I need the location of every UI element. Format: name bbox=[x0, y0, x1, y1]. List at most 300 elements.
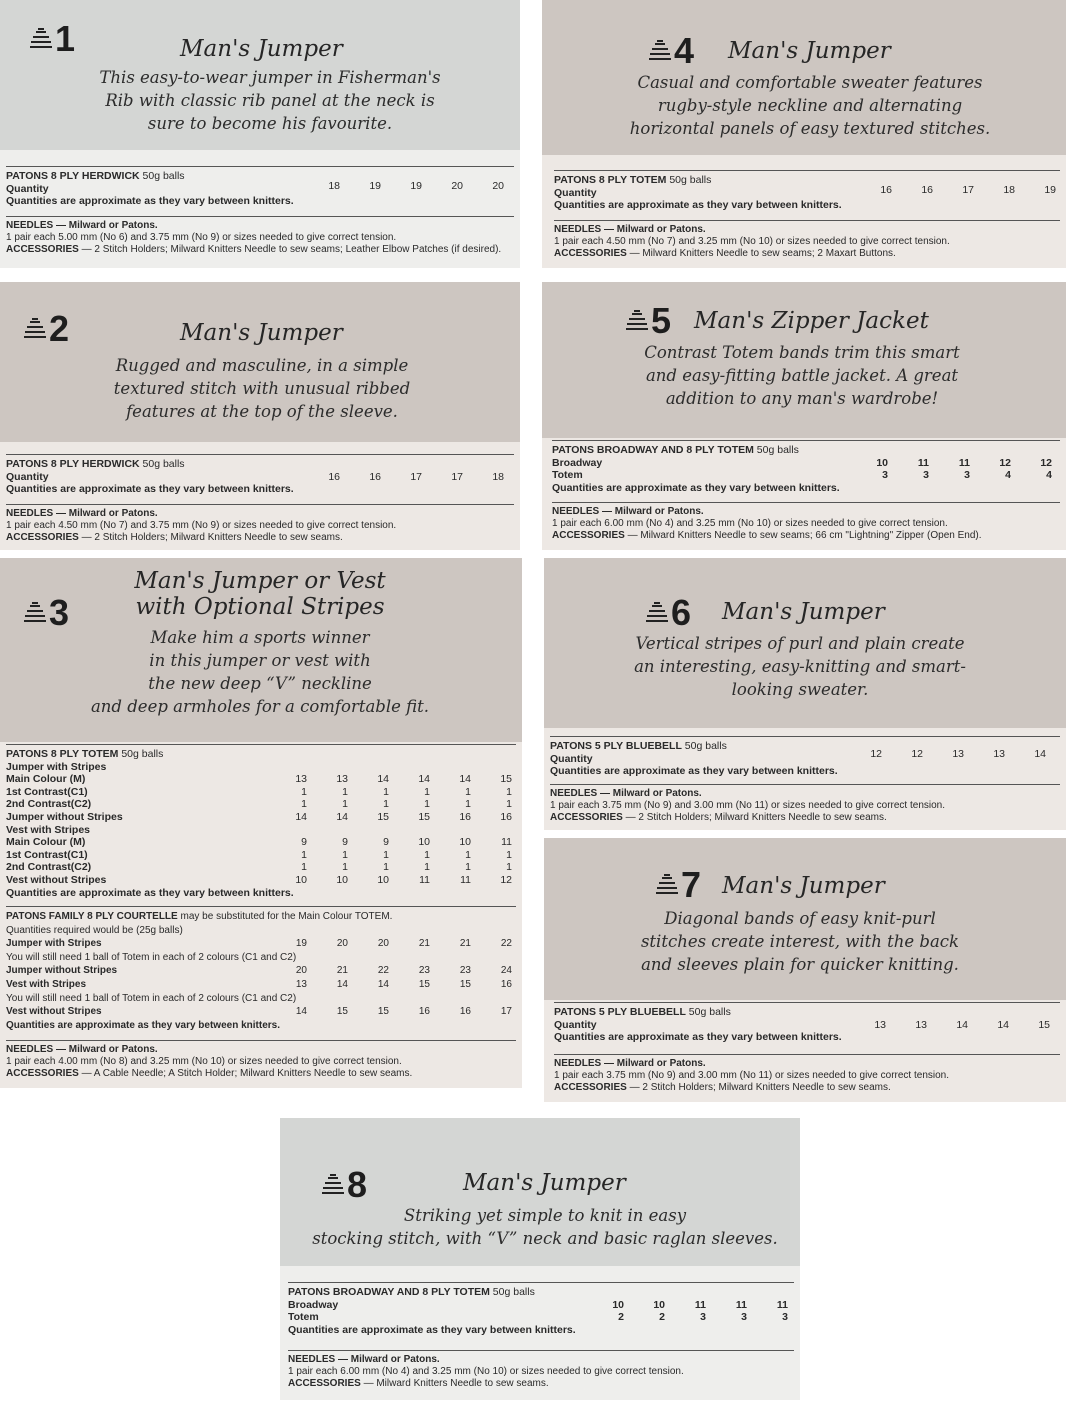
qty: 1 bbox=[465, 848, 471, 861]
qty: 11 bbox=[460, 873, 471, 886]
qty: 11 bbox=[501, 836, 512, 849]
needles-text: 1 pair each 6.00 mm (No 4) and 3.25 mm (No 10) or sizes needed to give correct tension. bbox=[552, 518, 948, 529]
desc-line: and sleeves plain for quicker knitting. bbox=[641, 955, 959, 974]
needles-label: NEEDLES — Milward or Patons. bbox=[6, 508, 158, 519]
needles-section bbox=[552, 502, 1060, 542]
qty: 15 bbox=[336, 1006, 348, 1018]
qty: 14 bbox=[295, 810, 307, 823]
desc-line: addition to any man's wardrobe! bbox=[665, 389, 939, 408]
qty: 10 bbox=[876, 456, 888, 469]
qty: 12 bbox=[999, 456, 1011, 469]
quantity-row bbox=[6, 179, 514, 196]
yarn-skein-icon bbox=[28, 27, 54, 51]
pattern-number: 2 bbox=[49, 308, 69, 349]
approx-note: Quantities are approximate as they vary between knitters. bbox=[6, 195, 294, 207]
qty: 10 bbox=[612, 1298, 624, 1311]
qty: 14 bbox=[459, 773, 471, 786]
qty: 16 bbox=[500, 810, 512, 823]
pattern-card-3 bbox=[0, 558, 522, 1088]
qty: 14 bbox=[956, 1018, 968, 1031]
quantity-row bbox=[552, 469, 1060, 482]
qty: 15 bbox=[500, 773, 512, 786]
row-label: Vest without Stripes bbox=[6, 1006, 102, 1018]
approx-note: Quantities are approximate as they vary between knitters. bbox=[6, 886, 294, 899]
qty: 20 bbox=[492, 179, 504, 192]
qty: 14 bbox=[1034, 747, 1046, 760]
qty: 12 bbox=[911, 747, 923, 760]
desc-line: Vertical stripes of purl and plain create bbox=[635, 634, 965, 653]
yarn-brand: PATONS 5 PLY BLUEBELL bbox=[554, 1006, 686, 1018]
row-label: Jumper without Stripes bbox=[6, 810, 123, 823]
pattern-description bbox=[60, 354, 464, 423]
yarn-unit: 50g balls bbox=[142, 170, 185, 182]
quantity-values bbox=[583, 1311, 788, 1324]
needles-text: 1 pair each 3.75 mm (No 9) and 3.00 mm (No 11) or sizes needed to give correct tension. bbox=[550, 800, 946, 811]
skill-badge bbox=[654, 864, 700, 906]
yarn-unit: 50g balls bbox=[142, 458, 185, 470]
row-label: Vest with Stripes bbox=[6, 978, 87, 990]
pattern-title: Man's Jumper bbox=[722, 599, 885, 625]
qty: 16 bbox=[500, 978, 512, 990]
qty: 15 bbox=[1038, 1018, 1050, 1031]
row-label: Quantity bbox=[6, 182, 49, 195]
qty: 14 bbox=[997, 1018, 1009, 1031]
qty: 13 bbox=[952, 747, 964, 760]
pattern-card-2 bbox=[0, 282, 520, 550]
needles-text: 1 pair each 4.00 mm (No 8) and 3.25 mm (No 10) or sizes needed to give correct tension. bbox=[6, 1056, 402, 1067]
qty: 1 bbox=[424, 861, 430, 874]
qty: 1 bbox=[301, 785, 307, 798]
qty: 12 bbox=[1040, 456, 1052, 469]
qty: 4 bbox=[1005, 469, 1011, 481]
pattern-title: Man's Jumper bbox=[180, 36, 343, 62]
yarn-unit: 50g balls bbox=[492, 1286, 535, 1298]
qty: 18 bbox=[492, 470, 504, 483]
pattern-title: Man's Jumper bbox=[180, 320, 343, 346]
row-label: 1st Contrast(C1) bbox=[6, 785, 88, 798]
yarn-skein-icon bbox=[22, 601, 48, 625]
yarn-section bbox=[6, 166, 514, 208]
qty: 3 bbox=[964, 469, 970, 481]
qty: 1 bbox=[465, 785, 471, 798]
qty: 18 bbox=[1003, 183, 1015, 196]
qty: 11 bbox=[958, 456, 970, 469]
qty: 1 bbox=[383, 861, 389, 874]
quantity-values bbox=[266, 1005, 512, 1019]
desc-line: textured stitch with unusual ribbed bbox=[113, 379, 411, 398]
row-label: Vest without Stripes bbox=[6, 873, 107, 886]
qty: 4 bbox=[1046, 469, 1052, 481]
accessories-text: — 2 Stitch Holders; Milward Knitters Needle to sew seams; Leather Elbow Patches (if desired). bbox=[81, 244, 502, 255]
approx-note: Quantities are approximate as they vary between knitters. bbox=[554, 199, 842, 211]
qty: 16 bbox=[880, 183, 892, 196]
qty: 1 bbox=[342, 785, 348, 798]
qty: 11 bbox=[917, 456, 929, 469]
qty: 1 bbox=[424, 798, 430, 811]
needles-text: 1 pair each 4.50 mm (No 7) and 3.75 mm (No 9) or sizes needed to give correct tension. bbox=[6, 520, 397, 531]
quantity-row bbox=[6, 992, 516, 1006]
accessories-label: ACCESSORIES bbox=[554, 248, 627, 259]
yarn-skein-icon bbox=[624, 309, 650, 333]
quantity-row bbox=[554, 1019, 1060, 1032]
pattern-title: Man's Jumper bbox=[463, 1170, 626, 1196]
qty: 13 bbox=[915, 1018, 927, 1031]
qty: 1 bbox=[465, 798, 471, 811]
needles-label: NEEDLES — Milward or Patons. bbox=[288, 1354, 440, 1365]
qty: 10 bbox=[653, 1298, 665, 1311]
qty: 17 bbox=[962, 183, 974, 196]
desc-line: the new deep “V” neckline bbox=[148, 674, 372, 693]
title-line: Man's Jumper or Vest bbox=[134, 568, 386, 594]
qty: 13 bbox=[295, 978, 307, 990]
substitute-text: may be substituted for the Main Colour TOTEM. bbox=[180, 911, 393, 922]
desc-line: and easy-fitting battle jacket. A great bbox=[645, 366, 959, 385]
approx-note: Quantities are approximate as they vary between knitters. bbox=[288, 1323, 576, 1336]
qty: 1 bbox=[383, 798, 389, 811]
quantity-row bbox=[6, 471, 514, 484]
quantity-values bbox=[299, 471, 504, 484]
needles-text: 1 pair each 6.00 mm (No 4) and 3.25 mm (No 10) or sizes needed to give correct tension. bbox=[288, 1366, 684, 1377]
pattern-description bbox=[600, 632, 1000, 701]
desc-line: stitches create interest, with the back bbox=[640, 932, 960, 951]
qty: 14 bbox=[336, 978, 348, 990]
qty: 12 bbox=[870, 747, 882, 760]
pattern-number: 4 bbox=[674, 30, 694, 71]
qty: 16 bbox=[459, 810, 471, 823]
pattern-card-8 bbox=[280, 1118, 800, 1400]
qty: 10 bbox=[336, 873, 348, 886]
accessories-label: ACCESSORIES bbox=[6, 532, 79, 543]
yarn-skein-icon bbox=[644, 601, 670, 625]
qty: 10 bbox=[377, 873, 389, 886]
row-label: Broadway bbox=[288, 1298, 339, 1311]
quantity-row bbox=[6, 786, 516, 799]
yarn-unit: 50g balls bbox=[684, 740, 727, 752]
qty: 14 bbox=[336, 810, 348, 823]
pattern-number: 5 bbox=[651, 300, 671, 341]
accessories-label: ACCESSORIES bbox=[6, 244, 79, 255]
quantity-values bbox=[266, 874, 512, 887]
yarn-section bbox=[6, 744, 516, 899]
needles-label: NEEDLES — Milward or Patons. bbox=[552, 506, 704, 517]
accessories-text: — A Cable Needle; A Stitch Holder; Milward Knitters Needle to sew seams. bbox=[81, 1068, 413, 1079]
needles-section bbox=[6, 504, 514, 544]
qty: 1 bbox=[301, 861, 307, 874]
qty: 13 bbox=[295, 773, 307, 786]
row-label: Totem bbox=[552, 469, 583, 481]
accessories-text: — Milward Knitters Needle to sew seams. bbox=[363, 1378, 549, 1389]
desc-line: Casual and comfortable sweater features bbox=[637, 73, 983, 92]
qty: 1 bbox=[424, 785, 430, 798]
quantity-row bbox=[6, 874, 516, 887]
pattern-description bbox=[60, 66, 480, 135]
needles-section bbox=[554, 1054, 1060, 1094]
qty: 11 bbox=[694, 1298, 706, 1311]
quantity-row bbox=[6, 849, 516, 862]
approx-note: Quantities are approximate as they vary between knitters. bbox=[554, 1031, 842, 1043]
qty: 20 bbox=[295, 965, 307, 977]
pattern-title: Man's Jumper bbox=[722, 873, 885, 899]
qty: 18 bbox=[328, 179, 340, 192]
qty: 1 bbox=[342, 848, 348, 861]
yarn-brand: PATONS 5 PLY BLUEBELL bbox=[550, 740, 682, 752]
yarn-skein-icon bbox=[22, 317, 48, 341]
desc-line: Rib with classic rib panel at the neck is bbox=[105, 91, 435, 110]
qty: 1 bbox=[301, 848, 307, 861]
pattern-title bbox=[130, 568, 390, 620]
yarn-unit: 50g balls bbox=[756, 444, 799, 456]
quantity-row bbox=[554, 183, 1060, 200]
qty: 23 bbox=[459, 965, 471, 977]
yarn-brand: PATONS BROADWAY AND 8 PLY TOTEM bbox=[288, 1286, 490, 1298]
qty: 1 bbox=[424, 848, 430, 861]
desc-line: rugby-style neckline and alternating bbox=[657, 96, 963, 115]
quantity-values bbox=[266, 849, 512, 862]
approx-note: Quantities are approximate as they vary between knitters. bbox=[6, 1019, 280, 1031]
qty: 1 bbox=[506, 785, 512, 798]
qty: 13 bbox=[336, 773, 348, 786]
quantity-row bbox=[6, 951, 516, 965]
quantity-row bbox=[6, 937, 516, 951]
accessories-label: ACCESSORIES bbox=[288, 1378, 361, 1389]
pattern-description bbox=[592, 341, 1012, 410]
row-label: You will still need 1 ball of Totem in each of 2 colours (C1 and C2) bbox=[6, 992, 297, 1004]
accessories-label: ACCESSORIES bbox=[554, 1082, 627, 1093]
qty: 14 bbox=[377, 978, 389, 990]
approx-note: Quantities are approximate as they vary between knitters. bbox=[550, 765, 838, 777]
qty: 21 bbox=[336, 965, 348, 977]
qty: 10 bbox=[295, 873, 307, 886]
qty: 3 bbox=[700, 1311, 706, 1323]
qty: 1 bbox=[383, 785, 389, 798]
qty: 20 bbox=[451, 179, 463, 192]
desc-line: Contrast Totem bands trim this smart bbox=[644, 343, 960, 362]
desc-line: horizontal panels of easy textured stitches. bbox=[629, 119, 991, 138]
needles-text: 1 pair each 5.00 mm (No 6) and 3.75 mm (No 9) or sizes needed to give correct tension. bbox=[6, 232, 397, 243]
qty: 9 bbox=[301, 836, 307, 849]
qty: 19 bbox=[295, 938, 307, 950]
skill-badge bbox=[647, 30, 693, 72]
qty: 1 bbox=[465, 861, 471, 874]
skill-badge bbox=[320, 1164, 366, 1206]
pattern-description bbox=[300, 1204, 790, 1250]
quantity-row bbox=[6, 798, 516, 811]
approx-note: Quantities are approximate as they vary between knitters. bbox=[552, 481, 840, 494]
qty: 15 bbox=[377, 1006, 389, 1018]
yarn-section bbox=[552, 440, 1060, 494]
row-label: Main Colour (M) bbox=[6, 773, 86, 786]
quantity-values bbox=[266, 836, 512, 849]
row-label: Jumper without Stripes bbox=[6, 965, 118, 977]
yarn-brand: PATONS BROADWAY AND 8 PLY TOTEM bbox=[552, 444, 754, 456]
quantity-values bbox=[266, 811, 512, 824]
qty: 14 bbox=[377, 773, 389, 786]
quantity-row bbox=[6, 861, 516, 874]
pattern-number: 6 bbox=[671, 592, 691, 633]
qty: 21 bbox=[459, 938, 471, 950]
desc-line: looking sweater. bbox=[731, 680, 869, 699]
qty: 20 bbox=[377, 938, 389, 950]
qty: 1 bbox=[342, 798, 348, 811]
qty: 22 bbox=[377, 965, 389, 977]
qty: 14 bbox=[418, 773, 430, 786]
yarn-section bbox=[288, 1282, 794, 1336]
row-label: Totem bbox=[288, 1311, 319, 1323]
desc-line: Striking yet simple to knit in easy bbox=[403, 1206, 687, 1225]
yarn-skein-icon bbox=[320, 1173, 346, 1197]
desc-line: Make him a sports winner bbox=[150, 628, 370, 647]
yarn-brand: PATONS 8 PLY HERDWICK bbox=[6, 170, 140, 182]
qty: 3 bbox=[882, 469, 888, 481]
title-line: with Optional Stripes bbox=[135, 594, 385, 620]
quantity-values bbox=[266, 978, 512, 992]
quantity-values bbox=[583, 1299, 788, 1312]
qty: 9 bbox=[342, 836, 348, 849]
desc-line: Diagonal bands of easy knit-purl bbox=[664, 909, 936, 928]
pattern-number: 7 bbox=[681, 864, 701, 905]
quantity-row bbox=[550, 747, 1060, 766]
qty: 22 bbox=[500, 938, 512, 950]
needles-section bbox=[288, 1350, 794, 1390]
quantity-row bbox=[6, 761, 516, 774]
quantity-values bbox=[851, 184, 1056, 197]
yarn-unit: 50g balls bbox=[688, 1006, 731, 1018]
desc-line: sure to become his favourite. bbox=[147, 114, 393, 133]
desc-line: stocking stitch, with “V” neck and basic raglan sleeves. bbox=[312, 1229, 778, 1248]
needles-label: NEEDLES — Milward or Patons. bbox=[554, 1058, 706, 1069]
needles-section bbox=[554, 220, 1060, 260]
pattern-card-6 bbox=[544, 558, 1066, 830]
qty: 24 bbox=[500, 965, 512, 977]
quantity-row bbox=[6, 978, 516, 992]
yarn-unit: 50g balls bbox=[121, 748, 164, 760]
desc-line: Rugged and masculine, in a simple bbox=[115, 356, 409, 375]
qty: 11 bbox=[776, 1298, 788, 1311]
qty: 15 bbox=[377, 810, 389, 823]
pattern-number: 8 bbox=[347, 1164, 367, 1205]
desc-line: features at the top of the sleeve. bbox=[126, 402, 398, 421]
row-label: Vest with Stripes bbox=[6, 823, 91, 836]
pattern-card-4 bbox=[542, 0, 1066, 268]
qty: 3 bbox=[923, 469, 929, 481]
pattern-card-7 bbox=[544, 838, 1066, 1102]
quantity-values bbox=[847, 457, 1052, 470]
qty: 16 bbox=[369, 470, 381, 483]
qty: 1 bbox=[301, 798, 307, 811]
accessories-label: ACCESSORIES bbox=[552, 530, 625, 541]
qty: 16 bbox=[328, 470, 340, 483]
yarn-brand: PATONS 8 PLY TOTEM bbox=[6, 748, 119, 760]
qty: 16 bbox=[418, 1006, 430, 1018]
quantity-values bbox=[841, 748, 1046, 761]
pattern-number: 3 bbox=[49, 592, 69, 633]
qty: 11 bbox=[735, 1298, 747, 1311]
desc-line: an interesting, easy-knitting and smart- bbox=[634, 657, 966, 676]
qty: 15 bbox=[418, 978, 430, 990]
row-label: Quantity bbox=[550, 752, 593, 765]
pattern-title: Man's Jumper bbox=[728, 38, 891, 64]
accessories-text: — Milward Knitters Needle to sew seams; 66 cm "Lightning" Zipper (Open End). bbox=[627, 530, 982, 541]
row-label: Main Colour (M) bbox=[6, 836, 86, 849]
qty: 16 bbox=[459, 1006, 471, 1018]
yarn-unit: 50g balls bbox=[669, 174, 712, 186]
substitute-note: Quantities required would be (25g balls) bbox=[6, 924, 183, 936]
approx-note: Quantities are approximate as they vary between knitters. bbox=[6, 483, 294, 495]
quantity-row bbox=[6, 836, 516, 849]
accessories-text: — 2 Stitch Holders; Milward Knitters Needle to sew seams. bbox=[629, 1082, 891, 1093]
qty: 3 bbox=[741, 1311, 747, 1323]
desc-line: in this jumper or vest with bbox=[149, 651, 371, 670]
qty: 1 bbox=[383, 848, 389, 861]
quantity-values bbox=[845, 1019, 1050, 1032]
qty: 13 bbox=[874, 1018, 886, 1031]
pattern-description bbox=[600, 907, 1000, 976]
qty: 17 bbox=[500, 1006, 512, 1018]
quantity-values bbox=[266, 786, 512, 799]
yarn-section bbox=[554, 170, 1060, 212]
qty: 3 bbox=[782, 1311, 788, 1323]
substitute-brand: PATONS FAMILY 8 PLY COURTELLE bbox=[6, 911, 178, 922]
qty: 19 bbox=[1044, 183, 1056, 196]
qty: 20 bbox=[336, 938, 348, 950]
needles-text: 1 pair each 3.75 mm (No 9) and 3.00 mm (No 11) or sizes needed to give correct tension. bbox=[554, 1070, 950, 1081]
accessories-text: — 2 Stitch Holders; Milward Knitters Needle to sew seams. bbox=[81, 532, 343, 543]
quantity-row bbox=[6, 773, 516, 786]
needles-label: NEEDLES — Milward or Patons. bbox=[550, 788, 702, 799]
row-label: You will still need 1 ball of Totem in each of 2 colours (C1 and C2) bbox=[6, 951, 297, 963]
desc-line: and deep armholes for a comfortable fit. bbox=[90, 697, 430, 716]
pattern-number: 1 bbox=[55, 18, 75, 59]
row-label: Jumper with Stripes bbox=[6, 760, 107, 773]
needles-label: NEEDLES — Milward or Patons. bbox=[6, 220, 158, 231]
yarn-section bbox=[6, 454, 514, 496]
quantity-row bbox=[6, 964, 516, 978]
qty: 19 bbox=[410, 179, 422, 192]
pattern-card-1 bbox=[0, 0, 520, 268]
skill-badge bbox=[624, 300, 670, 342]
qty: 2 bbox=[659, 1311, 665, 1323]
needles-label: NEEDLES — Milward or Patons. bbox=[6, 1044, 158, 1055]
pattern-card-5 bbox=[542, 282, 1066, 550]
qty: 1 bbox=[506, 848, 512, 861]
qty: 16 bbox=[921, 183, 933, 196]
qty: 12 bbox=[500, 873, 512, 886]
row-label: Jumper with Stripes bbox=[6, 938, 102, 950]
row-label: 2nd Contrast(C2) bbox=[6, 861, 92, 874]
yarn-skein-icon bbox=[647, 39, 673, 63]
row-label: 1st Contrast(C1) bbox=[6, 848, 88, 861]
quantity-values bbox=[266, 861, 512, 874]
pattern-description bbox=[60, 626, 460, 718]
desc-line: This easy-to-wear jumper in Fisherman's bbox=[99, 68, 441, 87]
yarn-skein-icon bbox=[654, 873, 680, 897]
qty: 15 bbox=[418, 810, 430, 823]
qty: 23 bbox=[418, 965, 430, 977]
quantity-values bbox=[299, 180, 504, 193]
row-label: Quantity bbox=[6, 470, 49, 483]
needles-section bbox=[6, 216, 514, 256]
yarn-section bbox=[554, 1002, 1060, 1044]
qty: 21 bbox=[418, 938, 430, 950]
qty: 11 bbox=[419, 873, 430, 886]
row-label: Quantity bbox=[554, 186, 597, 199]
row-label: 2nd Contrast(C2) bbox=[6, 798, 92, 811]
quantity-values bbox=[847, 469, 1052, 482]
quantity-row bbox=[552, 457, 1060, 470]
yarn-brand: PATONS 8 PLY HERDWICK bbox=[6, 458, 140, 470]
needles-section bbox=[550, 784, 1060, 824]
yarn-section bbox=[550, 736, 1060, 778]
